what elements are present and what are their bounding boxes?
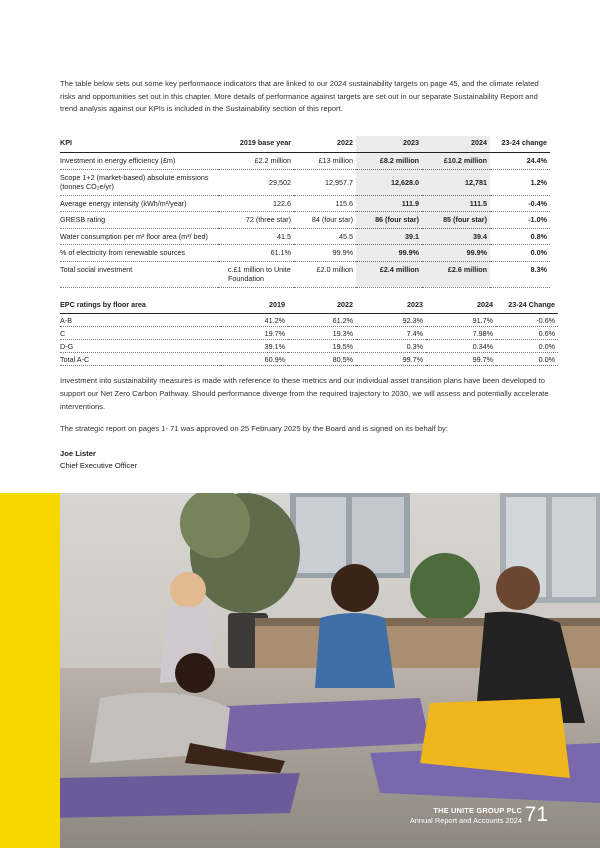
kpi-change: 1.2% — [490, 169, 550, 195]
kpi-name: Investment in energy efficiency (£m) — [60, 153, 218, 170]
y2022-col-header: 2022 — [294, 136, 356, 153]
epc-2019: 60.9% — [220, 353, 288, 366]
kpi-2023: 111.9 — [356, 195, 422, 212]
epc-2023: 92.3% — [356, 314, 426, 327]
epc-2019: 39.1% — [220, 340, 288, 353]
epc-change: 0.0% — [496, 353, 558, 366]
epc-row — [60, 340, 558, 353]
epc-col-header: EPC ratings by floor area — [60, 298, 220, 314]
kpi-2024: 12,781 — [422, 169, 490, 195]
epc-header-row — [60, 298, 558, 314]
epc-2023-header: 2023 — [356, 298, 426, 314]
kpi-2023: 86 (four star) — [356, 212, 422, 229]
epc-2024-header: 2024 — [426, 298, 496, 314]
footer-report: Annual Report and Accounts 2024 — [409, 816, 522, 825]
epc-2024: 0.34% — [426, 340, 496, 353]
kpi-2022: 115.6 — [294, 195, 356, 212]
signer-name: Joe Lister — [60, 449, 96, 458]
kpi-2024: 39.4 — [422, 228, 490, 245]
kpi-2023: £8.2 million — [356, 153, 422, 170]
footer-company: THE UNITE GROUP PLC — [433, 806, 522, 815]
kpi-name: % of electricity from renewable sources — [60, 245, 218, 262]
page-number: 71 — [524, 803, 548, 826]
kpi-2022: 99.9% — [294, 245, 356, 262]
kpi-base: 122.6 — [218, 195, 294, 212]
epc-2023: 7.4% — [356, 327, 426, 340]
epc-band: A-B — [60, 314, 220, 327]
investment-paragraph: Investment into sustainability measures is made with reference to these metrics and our individual asset transition plans have been developed to support our Net Zero Carbon Pathway. Should performance diverge from the required trajectory to 2030, we will assess and potentially accelerate interventions. — [60, 376, 549, 411]
base-col-header: 2019 base year — [218, 136, 294, 153]
epc-row — [60, 327, 558, 340]
epc-2022-header: 2022 — [288, 298, 356, 314]
kpi-col-header: KPI — [60, 136, 218, 153]
epc-change: 0.6% — [496, 327, 558, 340]
kpi-name: GRESB rating — [60, 212, 218, 229]
kpi-row-scope-emissions — [60, 169, 550, 195]
kpi-2022: £13 million — [294, 153, 356, 170]
photo-illustration — [0, 493, 600, 848]
epc-2024: 91.7% — [426, 314, 496, 327]
epc-band: D-G — [60, 340, 220, 353]
kpi-table — [60, 136, 550, 288]
epc-table — [60, 298, 558, 366]
kpi-base: 61.1% — [218, 245, 294, 262]
epc-2023: 99.7% — [356, 353, 426, 366]
kpi-2023: £2.4 million — [356, 261, 422, 287]
kpi-base: 41.5 — [218, 228, 294, 245]
kpi-change: 0.8% — [490, 228, 550, 245]
epc-change: -0.6% — [496, 314, 558, 327]
epc-2019-header: 2019 — [220, 298, 288, 314]
kpi-2024: £10.2 million — [422, 153, 490, 170]
kpi-row-energy-intensity — [60, 195, 550, 212]
kpi-2022: 84 (four star) — [294, 212, 356, 229]
kpi-2024: 99.9% — [422, 245, 490, 262]
kpi-2022: £2.0 million — [294, 261, 356, 287]
kpi-base: 29,502 — [218, 169, 294, 195]
kpi-base: 72 (three star) — [218, 212, 294, 229]
kpi-row-renewable — [60, 245, 550, 262]
kpi-header-row — [60, 136, 550, 153]
kpi-name: Water consumption per m² floor area (m³/ bed) — [60, 228, 218, 245]
kpi-2024: 111.5 — [422, 195, 490, 212]
kpi-change: 0.0% — [490, 245, 550, 262]
signature-block — [60, 448, 137, 472]
kpi-2024: £2.6 million — [422, 261, 490, 287]
kpi-change: 8.3% — [490, 261, 550, 287]
approval-paragraph: The strategic report on pages 1- 71 was approved on 25 February 2025 by the Board and is signed on its behalf by: — [60, 424, 448, 433]
kpi-2023: 99.9% — [356, 245, 422, 262]
epc-2022: 19.5% — [288, 340, 356, 353]
kpi-base: £2.2 million — [218, 153, 294, 170]
students-yoga-photo — [0, 493, 600, 848]
epc-change-header: 23-24 Change — [496, 298, 558, 314]
kpi-change: 24.4% — [490, 153, 550, 170]
intro-paragraph: The table below sets out some key performance indicators that are linked to our 2024 sustainability targets on page 45, and the climate related risks and opportunities set out in this chapter. More details of performance against targets are set out in our separate Sustainability Report and trend analysis against our KPIs is included in the Sustainability section of this report. — [60, 79, 539, 113]
footer — [410, 806, 522, 826]
epc-band: Total A-C — [60, 353, 220, 366]
epc-2019: 19.7% — [220, 327, 288, 340]
epc-2024: 99.7% — [426, 353, 496, 366]
epc-2024: 7.98% — [426, 327, 496, 340]
kpi-name: Scope 1+2 (market-based) absolute emissions (tonnes CO₂e/yr) — [60, 169, 218, 195]
kpi-name: Average energy intensity (kWh/m²/year) — [60, 195, 218, 212]
kpi-row-gresb — [60, 212, 550, 229]
kpi-base: c.£1 million to Unite Foundation — [218, 261, 294, 287]
y2023-col-header: 2023 — [356, 136, 422, 153]
epc-change: 0.0% — [496, 340, 558, 353]
epc-2022: 80.5% — [288, 353, 356, 366]
kpi-2023: 39.1 — [356, 228, 422, 245]
kpi-row-social-investment — [60, 261, 550, 287]
epc-2019: 41.2% — [220, 314, 288, 327]
epc-row-total — [60, 353, 558, 366]
change-col-header: 23-24 change — [490, 136, 550, 153]
epc-band: C — [60, 327, 220, 340]
kpi-change: -0.4% — [490, 195, 550, 212]
kpi-2023: 12,628.0 — [356, 169, 422, 195]
kpi-2022: 12,957.7 — [294, 169, 356, 195]
kpi-row-energy-efficiency — [60, 153, 550, 170]
epc-2022: 19.3% — [288, 327, 356, 340]
epc-row — [60, 314, 558, 327]
kpi-name: Total social investment — [60, 261, 218, 287]
y2024-col-header: 2024 — [422, 136, 490, 153]
kpi-change: -1.0% — [490, 212, 550, 229]
signer-title: Chief Executive Officer — [60, 461, 138, 470]
kpi-2022: 45.5 — [294, 228, 356, 245]
epc-2023: 0.3% — [356, 340, 426, 353]
kpi-2024: 85 (four star) — [422, 212, 490, 229]
kpi-row-water — [60, 228, 550, 245]
epc-2022: 61.2% — [288, 314, 356, 327]
